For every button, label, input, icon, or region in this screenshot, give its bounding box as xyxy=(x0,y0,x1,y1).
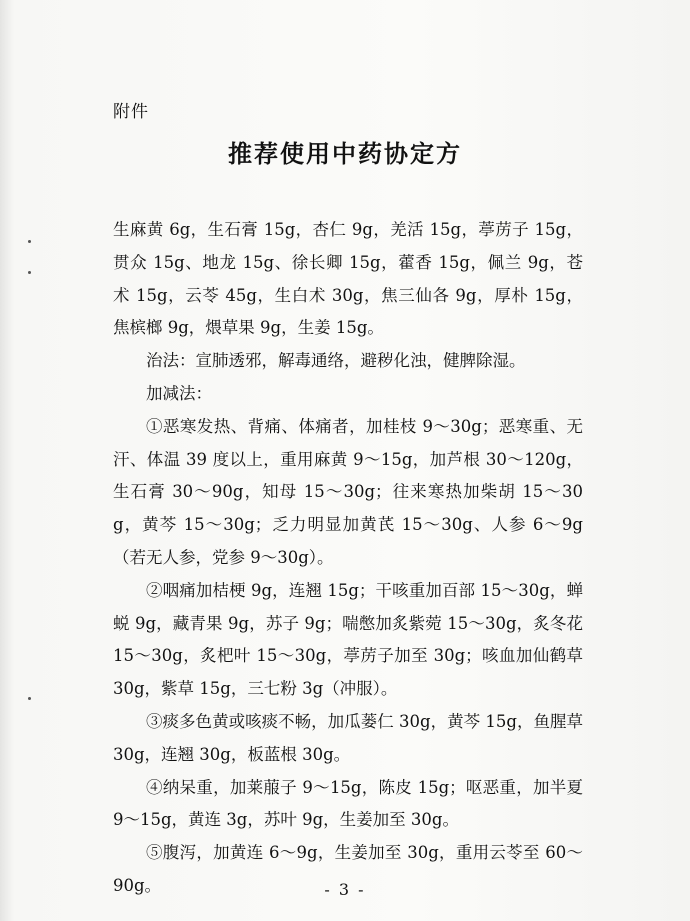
modification-heading: 加减法： xyxy=(146,383,212,403)
attachment-label: 附件 xyxy=(113,102,149,122)
scan-mark xyxy=(28,697,31,700)
scan-mark xyxy=(28,271,31,274)
modification-item: ⑤腹泻，加黄连 6～9g，生姜加至 30g，重用云苓至 60～90g。 xyxy=(113,843,583,895)
document-body xyxy=(113,214,583,903)
modification-item: ②咽痛加桔梗 9g，连翘 15g；干咳重加百部 15～30g，蝉蜕 9g，藏青果 9g，苏子 9g；喘憋加炙紫菀 15～30g，炙冬花 15～30g，炙杷叶 15～30g，葶苈子加至 30g；咳血加仙鹤草 30g，紫草 15g，三七粉 3g（冲服）。 xyxy=(113,580,583,699)
page-title: 推荐使用中药协定方 xyxy=(228,140,462,168)
modification-item: ①恶寒发热、背痛、体痛者，加桂枝 9～30g；恶寒重、无汗、体温 39 度以上，重用麻黄 9～15g，加芦根 30～120g，生石膏 30～90g，知母 15～30g；往来寒热加柴胡 15～30g，黄芩 15～30g；乏力明显加黄芪 15～30g、人参 6～9g（若无人参，党参 9～30g）。 xyxy=(113,416,583,567)
treatment-principle-paragraph: 治法：宣肺透邪，解毒通络，避秽化浊，健脾除湿。 xyxy=(146,351,526,371)
page-number: - 3 - xyxy=(324,880,366,899)
modification-item: ③痰多色黄或咳痰不畅，加瓜蒌仁 30g，黄芩 15g，鱼腥草 30g，连翘 30g，板蓝根 30g。 xyxy=(113,711,583,764)
prescription-paragraph: 生麻黄 6g，生石膏 15g，杏仁 9g，羌活 15g，葶苈子 15g，贯众 15g、地龙 15g、徐长卿 15g，藿香 15g，佩兰 9g，苍术 15g，云苓 45g，生白术 30g，焦三仙各 9g，厚朴 15g，焦槟榔 9g，煨草果 9g，生姜 15g。 xyxy=(113,220,583,338)
scan-mark xyxy=(28,240,31,243)
modification-item: ④纳呆重，加莱菔子 9～15g，陈皮 15g；呕恶重，加半夏 9～15g，黄连 3g，苏叶 9g，生姜加至 30g。 xyxy=(113,777,583,830)
